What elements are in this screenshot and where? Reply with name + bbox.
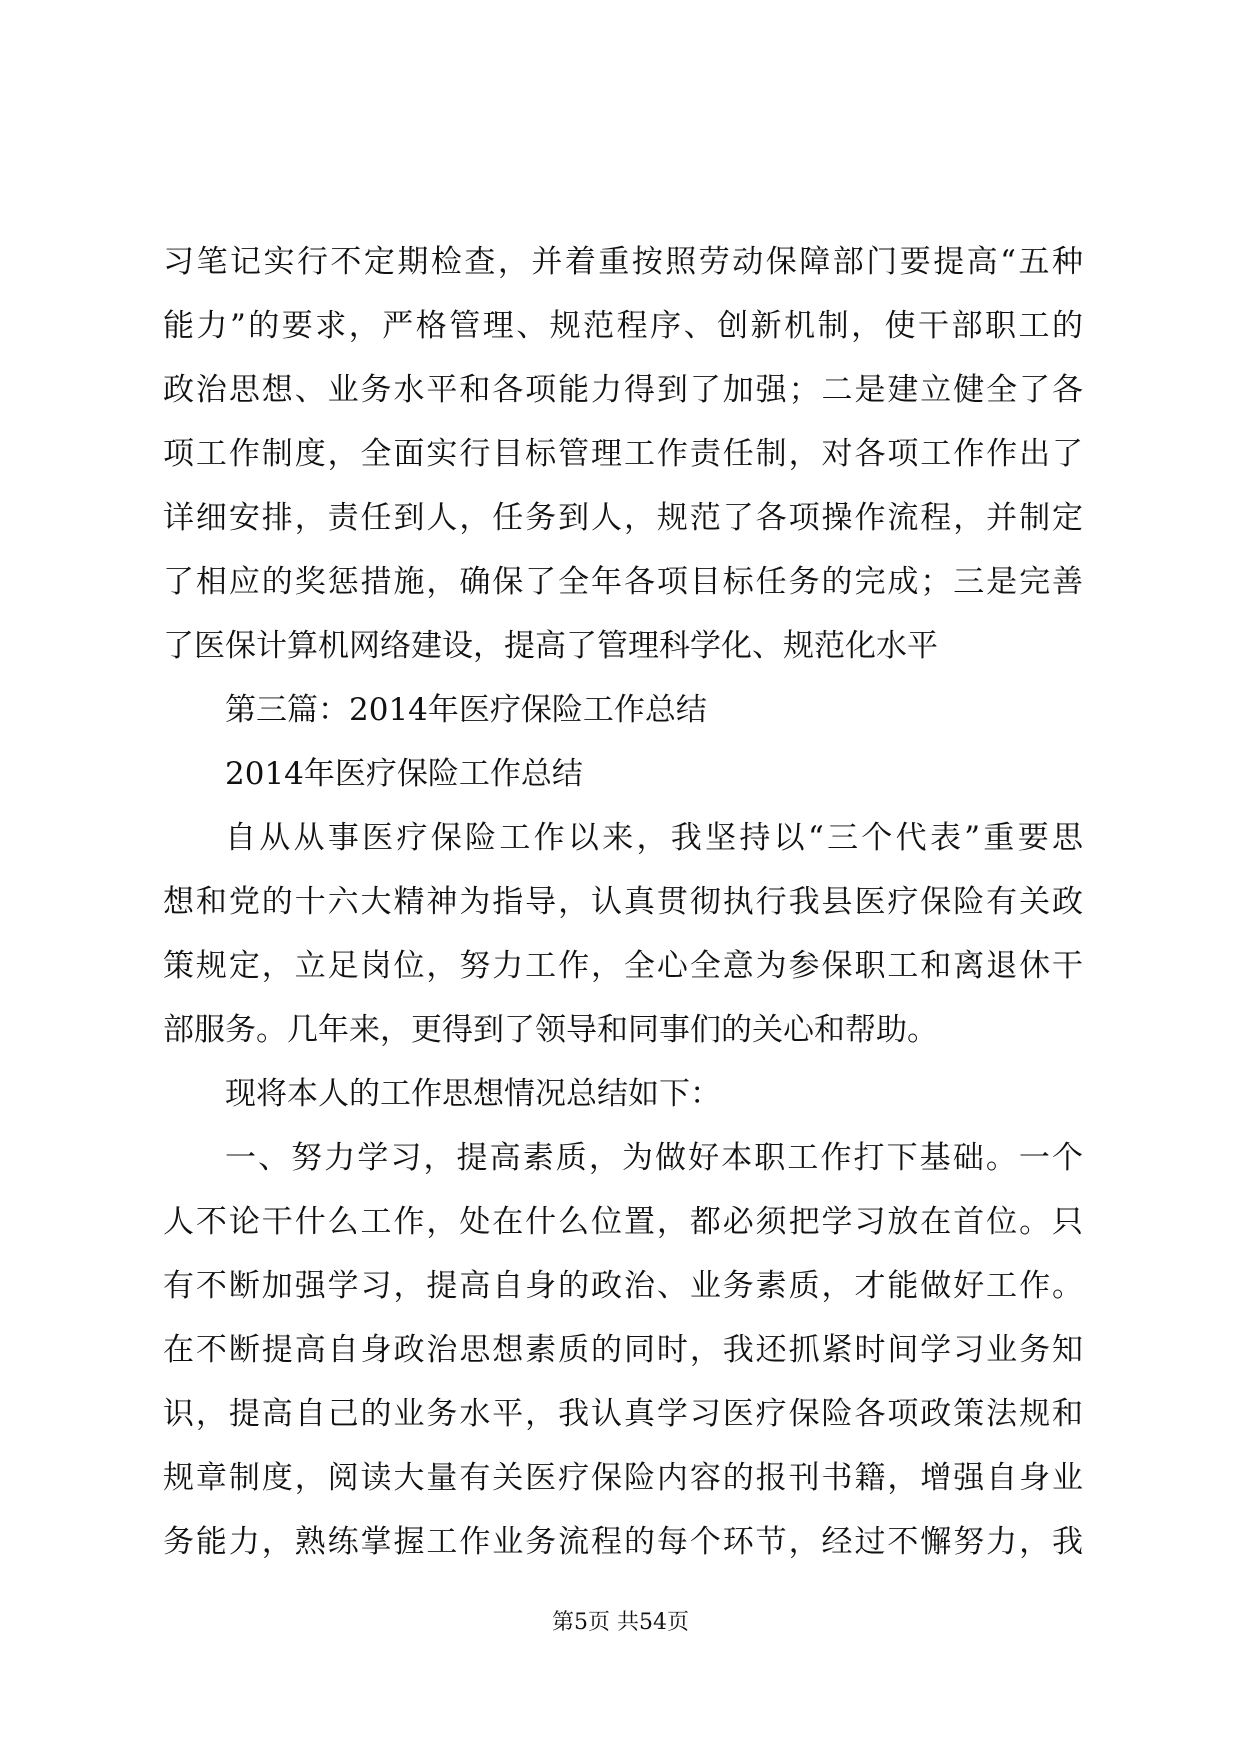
text-line: 人不论干什么工作，处在什么位置，都必须把学习放在首位。只 xyxy=(163,1204,1083,1240)
text-line: 自从从事医疗保险工作以来，我坚持以“三个代表”重要思 xyxy=(225,820,1083,856)
text-line: 项工作制度，全面实行目标管理工作责任制，对各项工作作出了 xyxy=(163,436,1083,472)
text-line: 规章制度，阅读大量有关医疗保险内容的报刊书籍，增强自身业 xyxy=(163,1460,1083,1496)
text-line: 识，提高自己的业务水平，我认真学习医疗保险各项政策法规和 xyxy=(163,1396,1083,1432)
text-line: 务能力，熟练掌握工作业务流程的每个环节，经过不懈努力，我 xyxy=(163,1524,1083,1560)
text-line: 在不断提高自身政治思想素质的同时，我还抓紧时间学习业务知 xyxy=(163,1332,1083,1368)
text-line: 现将本人的工作思想情况总结如下： xyxy=(225,1076,721,1112)
text-line: 习笔记实行不定期检查，并着重按照劳动保障部门要提高“五种 xyxy=(163,244,1083,280)
section-heading: 第三篇：2014年医疗保险工作总结 xyxy=(225,692,707,728)
text-line: 政治思想、业务水平和各项能力得到了加强；二是建立健全了各 xyxy=(163,372,1083,408)
text-line: 有不断加强学习，提高自身的政治、业务素质，才能做好工作。 xyxy=(163,1268,1083,1304)
document-body xyxy=(163,230,1083,1574)
text-line: 了医保计算机网络建设，提高了管理科学化、规范化水平 xyxy=(163,628,938,664)
text-line: 一、努力学习，提高素质，为做好本职工作打下基础。一个 xyxy=(225,1140,1083,1176)
document-title: 2014年医疗保险工作总结 xyxy=(225,756,583,792)
text-line: 部服务。几年来，更得到了领导和同事们的关心和帮助。 xyxy=(163,1012,938,1048)
page-number-footer: 第5页 共54页 xyxy=(552,1610,689,1635)
text-line: 能力”的要求，严格管理、规范程序、创新机制，使干部职工的 xyxy=(163,308,1083,344)
text-line: 策规定，立足岗位，努力工作，全心全意为参保职工和离退休干 xyxy=(163,948,1083,984)
text-line: 想和党的十六大精神为指导，认真贯彻执行我县医疗保险有关政 xyxy=(163,884,1083,920)
text-line: 详细安排，责任到人，任务到人，规范了各项操作流程，并制定 xyxy=(163,500,1083,536)
text-line: 了相应的奖惩措施，确保了全年各项目标任务的完成；三是完善 xyxy=(163,564,1083,600)
